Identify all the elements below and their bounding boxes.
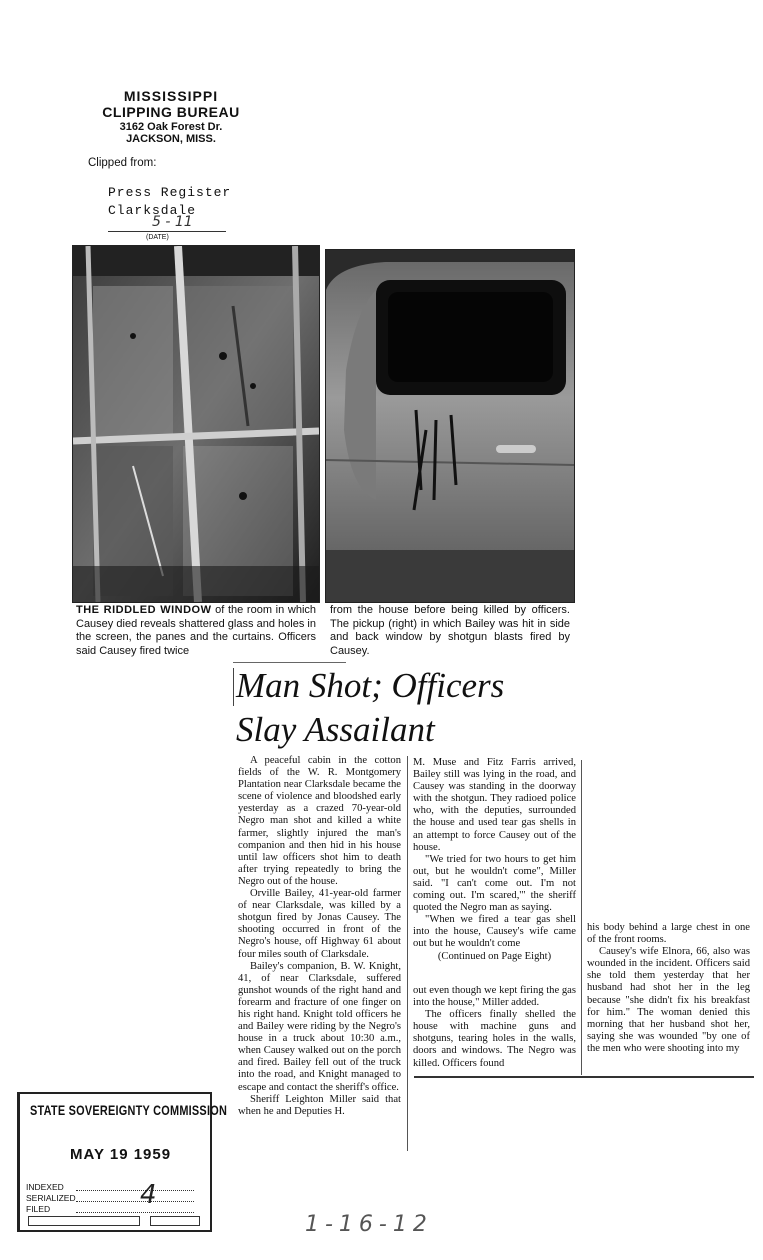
paper-name: Press Register bbox=[108, 185, 232, 200]
handwritten-bottom-notation: 1-16-12 bbox=[305, 1212, 433, 1237]
stamp-indexed-label: INDEXED bbox=[26, 1182, 64, 1192]
col2-paragraph-2: "We tried for two hours to get him out, but he wouldn't come", Miller said. "I can't come out. I'm not coming out. I'm scared,'" the sheriff quoted the Negro man as saying. bbox=[413, 853, 576, 914]
headline-top-rule bbox=[233, 662, 346, 663]
caption-left-lead: THE RIDDLED WINDOW bbox=[76, 604, 212, 616]
stamp-title: STATE SOVEREIGNTY COMMISSION bbox=[30, 1102, 228, 1118]
caption-left bbox=[76, 604, 316, 658]
headline bbox=[236, 664, 504, 752]
col1-paragraph-4: Sheriff Leighton Miller said that when he and Deputies H. bbox=[238, 1093, 401, 1117]
article-column-2 bbox=[413, 757, 576, 963]
stamp-indexed-line bbox=[76, 1190, 194, 1191]
caption-left-text: of the room in which Causey died reveals shattered glass and holes in the screen, the panes and the curtains. Officers said Causey fired twice bbox=[76, 604, 317, 657]
col1-paragraph-3: Bailey's companion, B. W. Knight, 41, of near Clarksdale, suffered gunshot wounds of the right hand and forearm and fracture of one finger on his right hand. Knight told officers he and Bailey were riding by the Negro's house in a truck about 10:30 a.m., when Causey walked out on the porch and fired. Bailey fell out of the truck into the road, and Knight managed to escape and contact the sheriff's office. bbox=[238, 960, 401, 1093]
stamp-serialized-label: SERIALIZED bbox=[26, 1193, 76, 1203]
stamp-filed-line bbox=[76, 1212, 194, 1213]
col3-paragraph-2: Causey's wife Elnora, 66, also was wounded in the incident. Officers said she told them yesterday that her husband had shot her in the leg because "she didn't fix his breakfast for him." The woman denied this morning that her husband shot her, saying she was wounded "by one of the men who were shooting into my bbox=[587, 946, 750, 1054]
col1-paragraph-1: A peaceful cabin in the cotton fields of the W. R. Montgomery Plantation near Clarksdale became the scene of violence and bloodshed early yesterday as a crazed 70-year-old Negro man shot and killed a white farmer, slightly injured the man's companion and then hid in his house until law officers shot him to death after trying repeatedly to bring the Negro out of the house. bbox=[238, 755, 401, 887]
column-rule-3 bbox=[581, 920, 582, 1075]
clipping-bureau-header bbox=[86, 88, 256, 145]
commission-stamp bbox=[17, 1092, 228, 1232]
date-line bbox=[108, 231, 226, 232]
column-rule-2 bbox=[581, 760, 582, 920]
col2b-paragraph-2: The officers finally shelled the house with machine guns and shotguns, tearing holes in the walls, doors and windows. The Negro was killed. Officers found bbox=[413, 1009, 576, 1069]
stamp-date: MAY 19 1959 bbox=[70, 1146, 172, 1163]
article-column-3 bbox=[587, 922, 750, 1055]
bureau-address: 3162 Oak Forest Dr. bbox=[119, 121, 223, 133]
stamp-filed-label: FILED bbox=[26, 1204, 51, 1214]
stamp-box-right bbox=[150, 1216, 200, 1226]
paper-city: Clarksdale bbox=[108, 203, 197, 218]
date-label: (DATE) bbox=[146, 234, 169, 241]
handwritten-date: 5 - 11 bbox=[152, 214, 193, 230]
headline-line-1: Man Shot; Officers bbox=[236, 666, 505, 705]
col2b-paragraph-1: out even though we kept firing the gas into the house," Miller added. bbox=[413, 985, 576, 1009]
col2-paragraph-3: "When we fired a tear gas shell into the house, Causey's wife came out but he wouldn't come bbox=[413, 914, 576, 950]
bureau-name: CLIPPING BUREAU bbox=[102, 104, 240, 120]
column-rule-1 bbox=[407, 756, 408, 1151]
col2-paragraph-1: M. Muse and Fitz Farris arrived, Bailey still was lying in the road, and Causey was standing in the doorway with the shotgun. They radioed police who, with the deputies, surrounded the house and used tear gas shells in an attempt to force Causey out of the house. bbox=[413, 757, 576, 853]
window-photo bbox=[72, 245, 320, 603]
article-bottom-rule bbox=[414, 1076, 754, 1078]
stamp-serialized-line bbox=[76, 1201, 194, 1202]
pickup-photo bbox=[325, 249, 575, 603]
col1-paragraph-2: Orville Bailey, 41-year-old farmer of near Clarksdale, was killed by a shotgun fired by Jonas Causey. The shooting occurred in front of the Negro's house, off Highway 61 about four miles south of Clarksdale. bbox=[238, 888, 401, 960]
caption-right: from the house before being killed by officers. The pickup (right) in which Bailey was hit in side and back window by shotgun blasts fired by Causey. bbox=[330, 604, 570, 657]
clipped-from-label: Clipped from: bbox=[88, 157, 157, 169]
stamp-box-left bbox=[28, 1216, 140, 1226]
continued-notice: (Continued on Page Eight) bbox=[437, 950, 552, 962]
bureau-state: MISSISSIPPI bbox=[123, 88, 219, 104]
article-column-1 bbox=[238, 755, 401, 1118]
handwritten-file-number: 4 bbox=[140, 1180, 157, 1210]
bureau-city: JACKSON, MISS. bbox=[126, 133, 216, 145]
headline-left-rule bbox=[233, 668, 234, 706]
headline-line-2: Slay Assailant bbox=[236, 710, 435, 749]
article-column-2b bbox=[413, 985, 576, 1070]
col3-paragraph-1: his body behind a large chest in one of the front rooms. bbox=[587, 922, 750, 946]
